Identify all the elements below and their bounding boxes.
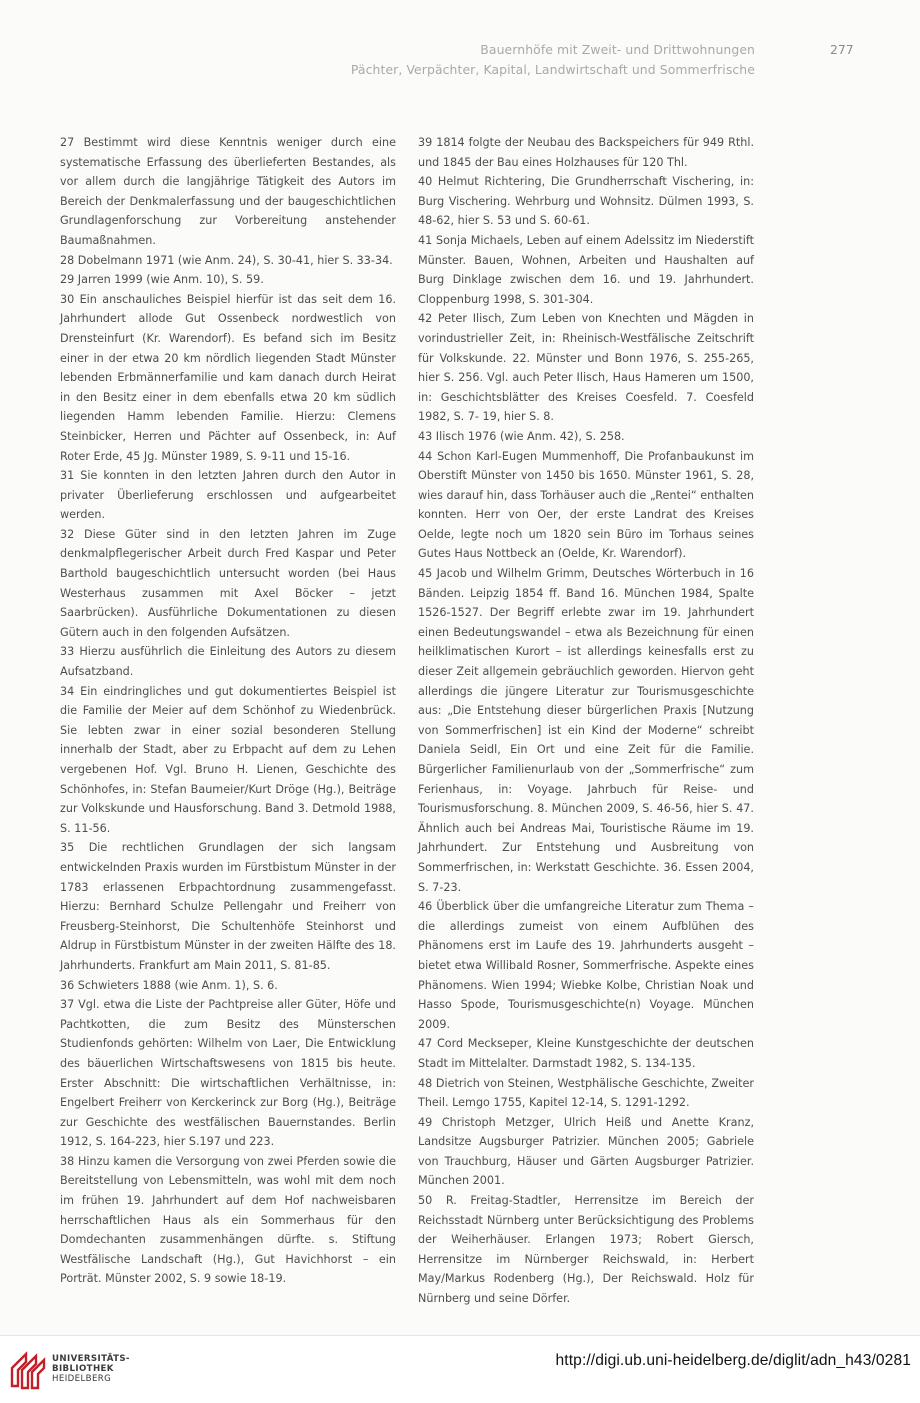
library-name (52, 1354, 130, 1384)
footnote-50: 50 R. Freitag-Stadtler, Herrensitze im Bereich der Reichsstadt Nürnberg unter Berücksichtigung des Problems der Weiherhäuser. Erlangen 1973; Robert Giersch, Herrensitze im Nürnberger Reichswald, in: Herbert May/Markus Rodenberg (Hg.), Der Reichswald. Holz für Nürnberg und seine Dörfer. (418, 1194, 754, 1306)
footnote-27: 27 Bestimmt wird diese Kenntnis weniger durch eine systematische Erfassung des überlieferten Bestandes, als vor allem durch die langjährige Tätigkeit des Autors im Bereich der Denkmalerfassung und der baugeschichtlichen Grundlagenforschung zur Vorbereitung anstehender Baumaßnahmen. (60, 136, 396, 247)
running-title-line2: Pächter, Verpächter, Kapital, Landwirtschaft und Sommerfrische (350, 61, 755, 77)
footnote-34: 34 Ein eindringliches und gut dokumentiertes Beispiel ist die Familie der Meier auf dem Schönhof zu Wiedenbrück. Sie lebten zwar in einer sozial besonderen Stellung innerhalb der Stadt, aber zu Erbpacht auf dem zu Lehen vergebenen Hof. Vgl. Bruno H. Lienen, Geschichte des Schönhofes, in: Stefan Baumeier/Kurt Dröge (Hg.), Beiträge zur Volkskunde und Hausforschung. Band 3. Detmold 1988, S. 11-56. (60, 684, 396, 835)
footnote-36: 36 Schwieters 1888 (wie Anm. 1), S. 6. (60, 978, 278, 992)
permalink-url[interactable]: http://digi.ub.uni-heidelberg.de/diglit/adn_h43/0281 (555, 1352, 911, 1369)
footnote-45: 45 Jacob und Wilhelm Grimm, Deutsches Wörterbuch in 16 Bänden. Leipzig 1854 ff. Band 16. München 1984, Spalte 1526-1527. Der Begriff erlebte zwar im 19. Jahrhundert einen Bedeutungswandel – etwa als Bezeichnung für einen heilklimatischen Kurort – ist allerdings keinesfalls erst zu dieser Zeit allgemein gebräuchlich geworden. Hiervon geht allerdings die jüngere Literatur zur Tourismusgeschichte aus: „Die Entstehung dieser bürgerlichen Praxis [Nutzung von Sommerfrischen] ist ein Kind der Moderne“ schreibt Daniela Seidl, Ein Ort und eine Zeit für die Familie. Bürgerlicher Familienurlaub von der „Sommerfrische“ zum Ferienhaus, in: Voyage. Jahrbuch für Reise- und Tourismusforschung. 8. München 2009, S. 46-56, hier S. 47. Ähnlich auch bei Andreas Mai, Touristische Räume im 19. Jahrhundert. Zur Entstehung und Ausbreitung von Sommerfrischen, in: Werkstatt Geschichte. 36. Essen 2004, S. 7-23. (418, 567, 754, 894)
library-logo-icon[interactable] (8, 1346, 48, 1390)
library-name-line2: BIBLIOTHEK (52, 1364, 114, 1374)
footnote-43: 43 Ilisch 1976 (wie Anm. 42), S. 258. (418, 429, 625, 443)
page-number: 277 (830, 42, 854, 57)
running-title-line1: Bauernhöfe mit Zweit- und Drittwohnungen (480, 42, 755, 57)
footnotes-left-column (60, 133, 396, 1289)
running-head (351, 40, 755, 79)
footnote-39: 39 1814 folgte der Neubau des Backspeichers für 949 Rthl. und 1845 der Bau eines Holzhauses für 120 Thl. (418, 136, 754, 169)
library-name-line3: HEIDELBERG (52, 1374, 112, 1384)
footer-divider (0, 1335, 920, 1336)
footnote-44: 44 Schon Karl-Eugen Mummenhoff, Die Profanbaukunst im Oberstift Münster von 1450 bis 1650. Münster 1961, S. 28, wies darauf hin, dass Torhäuser auch die „Rentei“ enthalten konnten. Herr von Oer, der erste Landrat des Kreises Oelde, legte noch um 1820 sein Büro im Torhaus seines Gutes Haus Nottbeck an (Oelde, Kr. Warendorf). (418, 449, 754, 561)
footnote-32: 32 Diese Güter sind in den letzten Jahren im Zuge denkmalpflegerischer Arbeit durch Fred Kaspar und Peter Barthold baugeschichtlich untersucht worden (bei Haus Westerhaus zusammen mit Axel Böcker – jetzt Saarbrücken). Ausführliche Dokumentationen zu diesen Gütern auch in den folgenden Aufsätzen. (60, 527, 396, 639)
footnote-29: 29 Jarren 1999 (wie Anm. 10), S. 59. (60, 273, 264, 287)
footnote-28: 28 Dobelmann 1971 (wie Anm. 24), S. 30-41, hier S. 33-34. (60, 253, 393, 267)
footnote-48: 48 Dietrich von Steinen, Westphälische Geschichte, Zweiter Theil. Lemgo 1755, Kapitel 12-14, S. 1291-1292. (418, 1076, 754, 1110)
footnote-41: 41 Sonja Michaels, Leben auf einem Adelssitz im Niederstift Münster. Bauen, Wohnen, Arbeiten und Haushalten auf Burg Dinklage zwischen dem 16. und 19. Jahrhundert. Cloppenburg 1998, S. 301-304. (418, 233, 754, 306)
digitization-footer (0, 1335, 920, 1403)
footnote-38: 38 Hinzu kamen die Versorgung von zwei Pferden sowie die Bereitstellung von Lebensmitteln, was wohl mit dem noch im frühen 19. Jahrhundert auf dem Hof nachweisbaren herrschaftlichen Haus als ein Sommerhaus für den Domdechanten zusammenhängen dürfte. s. Stiftung Westfälische Landschaft (Hg.), Gut Havichhorst – ein Porträt. Münster 2002, S. 9 sowie 18-19. (60, 1154, 396, 1286)
footnote-33: 33 Hierzu ausführlich die Einleitung des Autors zu diesem Aufsatzband. (60, 645, 396, 679)
footnotes-right-column (418, 133, 754, 1309)
footnote-42: 42 Peter Ilisch, Zum Leben von Knechten und Mägden in vorindustrieller Zeit, in: Rheinisch-Westfälische Zeitschrift für Volkskunde. 22. Münster und Bonn 1976, S. 255-265, hier S. 256. Vgl. auch Peter Ilisch, Haus Hameren um 1500, in: Geschichtsblätter des Kreises Coesfeld. 7. Coesfeld 1982, S. 7- 19, hier S. 8. (418, 312, 754, 424)
footnote-40: 40 Helmut Richtering, Die Grundherrschaft Vischering, in: Burg Vischering. Wehrburg und Wohnsitz. Dülmen 1993, S. 48-62, hier S. 53 und S. 60-61. (418, 175, 754, 228)
footnote-31: 31 Sie konnten in den letzten Jahren durch den Autor in privater Überlieferung erschlossen und aufgearbeitet werden. (60, 469, 396, 522)
footnote-35: 35 Die rechtlichen Grundlagen der sich langsam entwickelnden Praxis wurden im Fürstbistum Münster in der 1783 erlassenen Erbpachtordnung zusammengefasst. Hierzu: Bernhard Schulze Pellengahr und Freiherr von Freusberg-Steinhorst, Die Schultenhöfe Steinhorst und Aldrup in Fürstbistum Münster in der zweiten Hälfte des 18. Jahrhunderts. Frankfurt am Main 2011, S. 81-85. (60, 841, 396, 972)
footnote-37: 37 Vgl. etwa die Liste der Pachtpreise aller Güter, Höfe und Pachtkotten, die zum Besitz des Münsterschen Studienfonds gehörten: Wilhelm von Laer, Die Entwicklung des bäuerlichen Wirtschaftswesens von 1815 bis heute. Erster Abschnitt: Die wirtschaftlichen Verhältnisse, in: Engelbert Freiherr von Kerckerinck zur Borg (Hg.), Beiträge zur Geschichte des westfälischen Bauernstandes. Berlin 1912, S. 164-223, hier S.197 und 223. (60, 998, 396, 1149)
footnote-46: 46 Überblick über die umfangreiche Literatur zum Thema – die allerdings zumeist von einem Aufblühen des Phänomens erst im Laufe des 19. Jahrhunderts ausgeht – bietet etwa Willibald Rosner, Sommerfrische. Aspekte eines Phänomens. Wien 1994; Wiebke Kolbe, Christian Noak und Hasso Spode, Tourismusgeschichte(n) Voyage. München 2009. (418, 900, 754, 1031)
footnote-49: 49 Christoph Metzger, Ulrich Heiß und Anette Kranz, Landsitze Augsburger Patrizier. München 2005; Gabriele von Trauchburg, Häuser und Gärten Augsburger Patrizier. München 2001. (418, 1115, 754, 1188)
footnote-47: 47 Cord Meckseper, Kleine Kunstgeschichte der deutschen Stadt im Mittelalter. Darmstadt 1982, S. 134-135. (418, 1037, 754, 1070)
footnote-30: 30 Ein anschauliches Beispiel hierfür ist das seit dem 16. Jahrhundert allode Gut Ossenbeck nordwestlich von Drensteinfurt (Kr. Warendorf). Es befand sich im Besitz einer in der etwa 20 km nördlich liegenden Stadt Münster lebenden Erbmännerfamilie und kam danach durch Heirat in den Besitz einer in dem ebenfalls etwa 20 km südlich liegenden Hamm lebenden Familie. Hierzu: Clemens Steinbicker, Herren und Pächter auf Ossenbeck, in: Auf Roter Erde, 45 Jg. Münster 1989, S. 9-11 und 15-16. (60, 292, 396, 463)
library-name-line1: UNIVERSITÄTS- (52, 1354, 130, 1364)
